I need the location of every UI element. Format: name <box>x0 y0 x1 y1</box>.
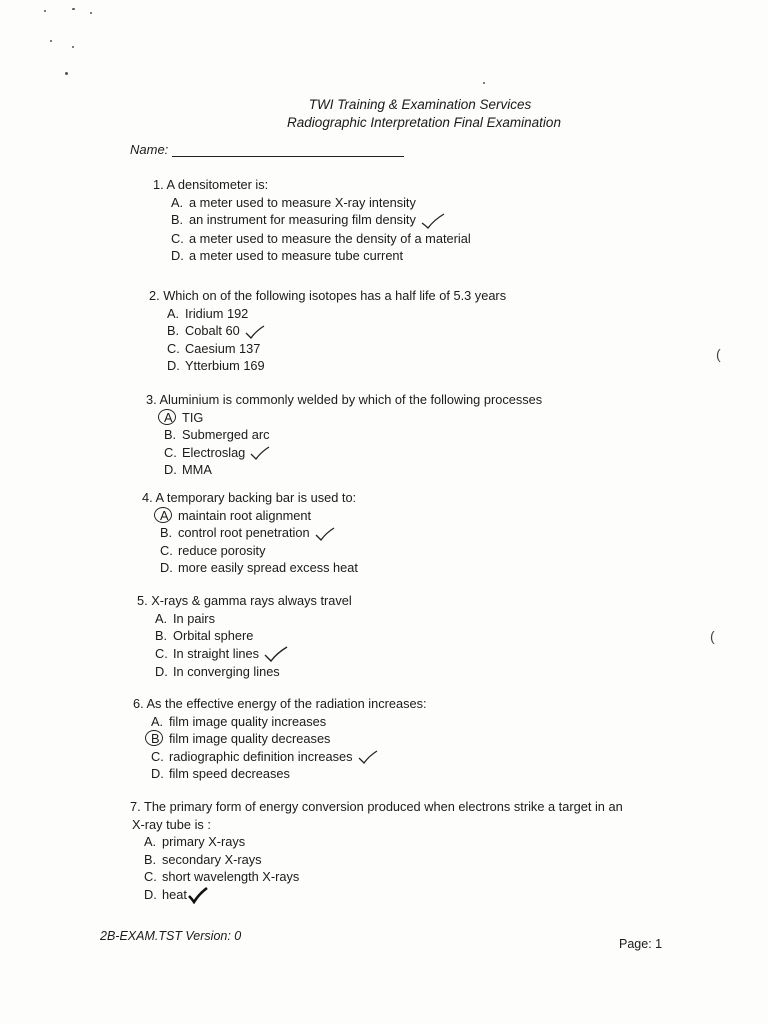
option-b: B. secondary X-rays <box>144 851 262 867</box>
option-d: D. more easily spread excess heat <box>160 560 358 576</box>
margin-mark: ( <box>716 346 721 362</box>
question-stem: 1. A densitometer is: <box>153 177 269 192</box>
question-5 <box>137 592 352 681</box>
option-c: C. a meter used to measure the density of a material <box>171 230 471 246</box>
question-3 <box>146 391 542 479</box>
option-b: B film image quality decreases <box>133 730 427 748</box>
option-a: A. film image quality increases <box>151 713 327 729</box>
option-d: D. a meter used to measure tube current <box>171 248 404 264</box>
speck <box>72 8 75 10</box>
option-d: D. Ytterbium 169 <box>167 358 265 374</box>
question-stem-continued: X-ray tube is : <box>132 816 211 832</box>
question-stem: 3. Aluminium is commonly welded by which of the following processes <box>146 392 543 407</box>
option-a: A. primary X-rays <box>144 834 246 849</box>
tick-mark-icon <box>263 645 289 663</box>
question-7 <box>130 798 623 904</box>
tick-mark-icon <box>244 324 266 340</box>
speck <box>44 10 46 12</box>
option-b: B. Cobalt 60 <box>149 322 506 340</box>
tick-mark-icon <box>420 212 446 230</box>
option-a: A. a meter used to measure X-ray intensity <box>171 194 416 210</box>
speck <box>72 46 74 48</box>
exam-header-title: Radiographic Interpretation Final Examination <box>287 115 561 130</box>
answer-circle <box>154 507 172 523</box>
tick-mark-icon <box>314 526 336 542</box>
question-2 <box>149 287 506 375</box>
option-c: C. short wavelength X-rays <box>144 869 300 884</box>
option-c: C. Caesium 137 <box>167 340 261 356</box>
option-d: D. film speed decreases <box>151 766 290 782</box>
exam-header-org: TWI Training & Examination Services <box>308 97 532 112</box>
option-a: A. In pairs <box>155 610 215 626</box>
name-field <box>130 142 404 157</box>
question-stem: 4. A temporary backing bar is used to: <box>142 490 357 505</box>
option-b: B. Submerged arc <box>164 427 270 442</box>
margin-mark: ( <box>710 628 715 644</box>
speck <box>50 40 52 42</box>
question-6 <box>133 695 427 783</box>
option-d: D. In converging lines <box>155 664 280 680</box>
option-c: C. Electroslag <box>146 444 542 462</box>
tick-mark-icon <box>357 749 379 765</box>
option-a: A TIG <box>146 409 542 427</box>
answer-circle <box>145 730 163 746</box>
answer-circle <box>158 409 176 425</box>
option-b: B. Orbital sphere <box>155 628 254 643</box>
option-d: D. MMA <box>164 462 212 478</box>
option-b: B. control root penetration <box>142 524 358 542</box>
question-stem: 7. The primary form of energy conversion produced when electrons strike a target in an <box>130 799 623 814</box>
question-stem: 2. Which on of the following isotopes has a half life of 5.3 years <box>149 288 507 303</box>
option-b: B. an instrument for measuring film density <box>153 211 471 230</box>
option-c: C. In straight lines <box>137 645 352 664</box>
speck <box>90 12 92 14</box>
option-c: C. radiographic definition increases <box>133 748 427 766</box>
option-d: D. heat <box>130 886 623 905</box>
speck <box>483 82 485 84</box>
name-rule <box>172 144 404 157</box>
question-1 <box>153 176 471 265</box>
question-stem: 6. As the effective energy of the radiation increases: <box>133 696 427 711</box>
tick-mark-icon <box>187 886 209 904</box>
page-number: Page: 1 <box>619 937 663 951</box>
option-a: A. Iridium 192 <box>167 305 249 321</box>
document-version: 2B-EXAM.TST Version: 0 <box>100 929 242 943</box>
option-c: C. reduce porosity <box>160 542 266 558</box>
question-stem: 5. X-rays & gamma rays always travel <box>137 593 352 608</box>
question-4 <box>142 489 358 577</box>
option-a: A maintain root alignment <box>142 507 358 525</box>
name-label: Name: <box>130 142 169 157</box>
tick-mark-icon <box>249 445 271 461</box>
speck <box>65 72 68 75</box>
